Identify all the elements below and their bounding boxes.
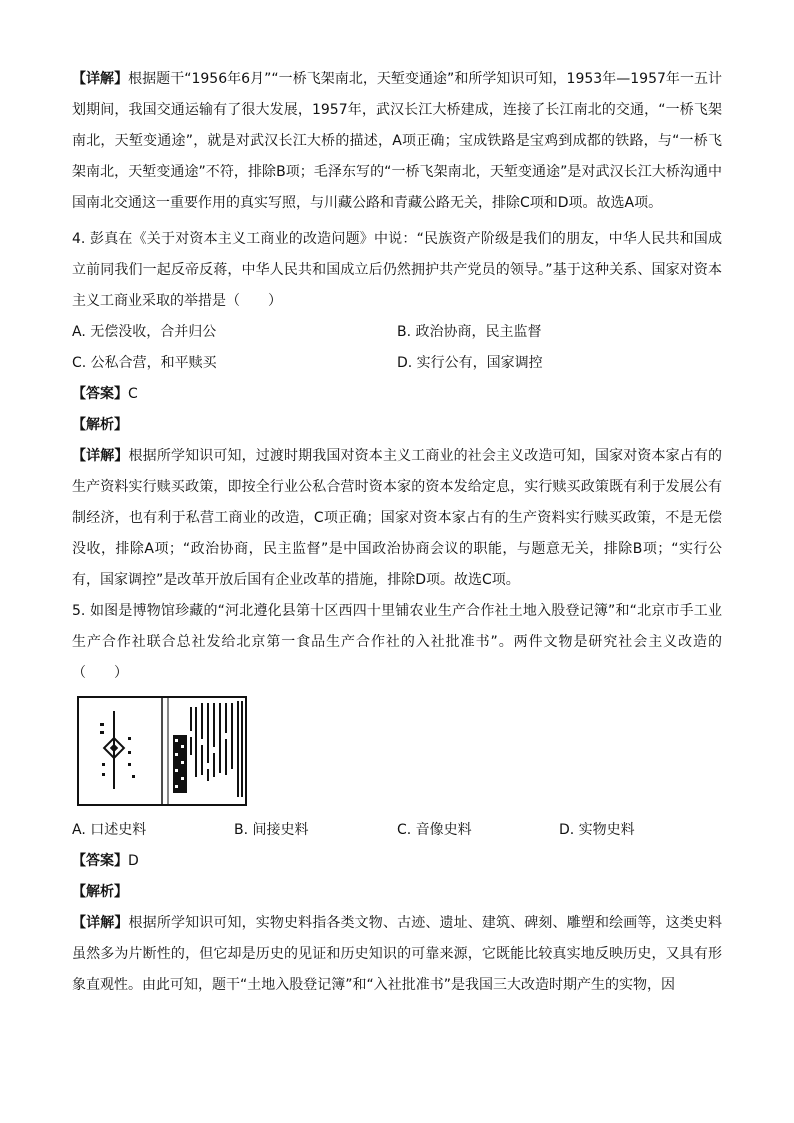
q3-detail bbox=[72, 64, 722, 219]
q5-option-b[interactable]: B. 间接史料 bbox=[234, 822, 309, 838]
q4-option-d[interactable]: D. 实行公有，国家调控 bbox=[397, 355, 543, 371]
q5-option-d[interactable]: D. 实物史料 bbox=[559, 822, 635, 838]
artifact-figure bbox=[76, 693, 250, 809]
q4-option-b[interactable]: B. 政治协商，民主监督 bbox=[397, 324, 542, 340]
artifact-sketch bbox=[76, 693, 250, 809]
analysis-tag: 【解析】 bbox=[72, 884, 128, 900]
q5-option-a[interactable]: A. 口述史料 bbox=[72, 822, 147, 838]
answer-tag: 【答案】 bbox=[72, 386, 128, 402]
q5-analysis-heading bbox=[72, 877, 722, 908]
detail-tag: 【详解】 bbox=[72, 915, 129, 931]
detail-tag: 【详解】 bbox=[72, 71, 129, 87]
detail-tag: 【详解】 bbox=[72, 448, 129, 464]
q5-answer bbox=[72, 846, 722, 877]
q4-analysis-heading bbox=[72, 410, 722, 441]
answer-tag: 【答案】 bbox=[72, 853, 128, 869]
q4-detail bbox=[72, 441, 722, 596]
detail-text: 根据所学知识可知，实物史料指各类文物、古迹、遗址、建筑、碑刻、雕塑和绘画等，这类史料虽然多为片断性的，但它却是历史的见证和历史知识的可靠来源，它既能比较真实地反映历史，又具有形象直观性。由此可知，题干“土地入股登记簿”和“入社批准书”是我国三大改造时期产生的实物，因 bbox=[72, 915, 723, 993]
q4-option-c[interactable]: C. 公私合营，和平赎买 bbox=[72, 355, 217, 371]
analysis-tag: 【解析】 bbox=[72, 417, 128, 433]
detail-text: 根据题干“1956年6月”“一桥飞架南北，天堑变通途”和所学知识可知，1953年—1957年一五计划期间，我国交通运输有了很大发展，1957年，武汉长江大桥建成，连接了长江南北的交通，“一桥飞架南北，天堑变通途”，就是对武汉长江大桥的描述，A项正确；宝成铁路是宝鸡到成都的铁路，与“一桥飞架南北，天堑变通途”不符，排除B项；毛泽东写的“一桥飞架南北，天堑变通途”是对武汉长江大桥沟通中国南北交通这一重要作用的真实写照，与川藏公路和青藏公路无关，排除C项和D项。故选A项。 bbox=[72, 71, 722, 211]
q4-stem: 4. 彭真在《关于对资本主义工商业的改造问题》中说：“民族资产阶级是我们的朋友，中华人民共和国成立前同我们一起反帝反蒋，中华人民共和国成立后仍然拥护共产党员的领导。”基于这种关系、国家对资本主义工商业采取的举措是（ ） bbox=[72, 231, 722, 309]
q5-options bbox=[72, 815, 722, 846]
q4-answer bbox=[72, 379, 722, 410]
q5-stem: 5. 如图是博物馆珍藏的“河北遵化县第十区西四十里铺农业生产合作社土地入股登记簿”和“北京市手工业生产合作社联合总社发给北京第一食品生产合作社的入社批准书”。两件文物是研究社会主义改造的（ ） bbox=[72, 603, 722, 681]
answer-value: C bbox=[128, 386, 138, 402]
q5-detail bbox=[72, 908, 722, 1001]
q4-options bbox=[72, 317, 722, 379]
document-page bbox=[72, 64, 722, 1001]
answer-value: D bbox=[128, 853, 139, 869]
q4-option-a[interactable]: A. 无偿没收，合并归公 bbox=[72, 324, 217, 340]
detail-text: 根据所学知识可知，过渡时期我国对资本主义工商业的社会主义改造可知，国家对资本家占有的生产资料实行赎买政策，即按全行业公私合营时资本家的资本发给定息，实行赎买政策既有利于发展公有制经济，也有利于私营工商业的改造，C项正确；国家对资本家占有的生产资料实行赎买政策，不是无偿没收，排除A项；“政治协商，民主监督”是中国政治协商会议的职能，与题意无关，排除B项；“实行公有，国家调控”是改革开放后国有企业改革的措施，排除D项。故选C项。 bbox=[72, 448, 723, 588]
q5-option-c[interactable]: C. 音像史料 bbox=[397, 822, 472, 838]
